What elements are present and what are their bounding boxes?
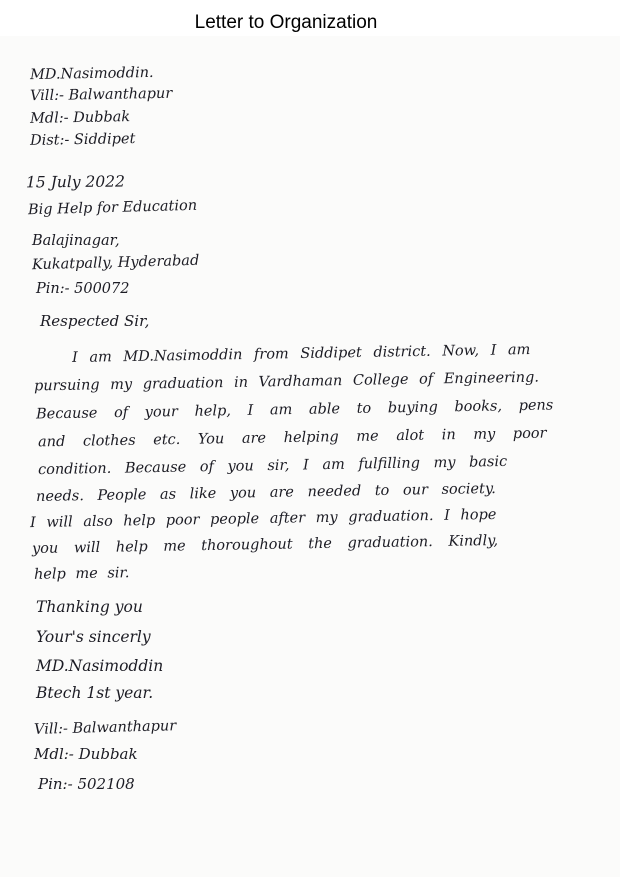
closing-thanks: Thanking you xyxy=(36,598,143,616)
body-line: pursuing my graduation in Vardhaman College of Engineering. xyxy=(33,369,540,395)
body-line: and clothes etc. You are helping me alot in my poor xyxy=(37,425,547,451)
sender-village: Vill:- Balwanthapur xyxy=(29,85,173,105)
signature-pin: Pin:- 502108 xyxy=(38,775,135,793)
salutation: Respected Sir, xyxy=(40,312,150,330)
body-line: Because of your help, I am able to buying books, pens xyxy=(35,397,554,423)
sender-mandal: Mdl:- Dubbak xyxy=(29,109,131,127)
signature-village: Vill:- Balwanthapur xyxy=(33,718,177,738)
letter-date: 15 July 2022 xyxy=(25,172,126,192)
body-line: condition. Because of you sir, I am fulfilling my basic xyxy=(37,453,508,479)
recipient-pin: Pin:- 500072 xyxy=(36,281,130,297)
body-line: I am MD.Nasimoddin from Siddipet district. Now, I am xyxy=(71,342,531,366)
recipient-city: Kukatpally, Hyderabad xyxy=(31,252,200,274)
letter-paper xyxy=(0,36,620,877)
document-title: Letter to Organization xyxy=(194,12,378,33)
signature-course: Btech 1st year. xyxy=(36,684,154,702)
sender-district: Dist:- Siddipet xyxy=(29,131,136,149)
body-line: I will also help poor people after my graduation. I hope xyxy=(29,506,497,532)
signature-mandal: Mdl:- Dubbak xyxy=(34,745,138,763)
body-line: needs. People as like you are needed to our society. xyxy=(35,480,496,506)
body-line: you will help me thoroughout the graduation. Kindly, xyxy=(31,532,499,558)
recipient-organization: Big Help for Education xyxy=(27,197,198,219)
signature-name: MD.Nasimoddin xyxy=(36,657,164,675)
closing-sincerely: Your's sincerly xyxy=(36,628,151,646)
recipient-street: Balajinagar, xyxy=(32,233,120,249)
sender-name: MD.Nasimoddin. xyxy=(29,64,154,84)
body-line: help me sir. xyxy=(33,565,130,583)
